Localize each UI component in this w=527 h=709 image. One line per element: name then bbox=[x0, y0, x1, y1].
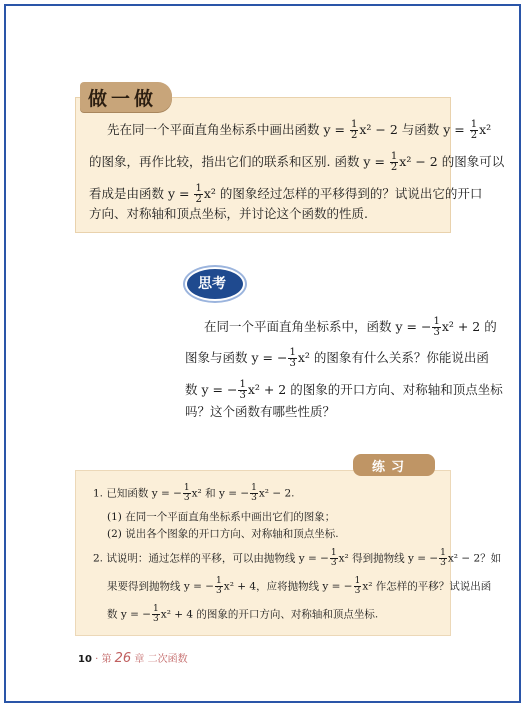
do-line-4: 方向、对称轴和顶点坐标，并讨论这个函数的性质. bbox=[89, 206, 368, 221]
chapter-suffix: 章 bbox=[134, 654, 145, 665]
think-line-4: 吗？这个函数有哪些性质？ bbox=[185, 404, 336, 419]
fraction: $\frac{1}{3}$ bbox=[183, 483, 190, 503]
think-line-3: 数 y = − $\frac{1}{3}$ x² + 2 的图象的开口方向、对称轴和顶点坐标 bbox=[185, 379, 503, 401]
think-line-2: 图象与函数 y = − $\frac{1}{3}$ x² 的图象有什么关系？你能说出函 bbox=[185, 347, 489, 369]
page-footer bbox=[78, 650, 188, 666]
fraction: $\frac{1}{2}$ bbox=[195, 183, 202, 205]
exercise-title: 练习 bbox=[372, 460, 411, 475]
fraction: $\frac{1}{3}$ bbox=[440, 548, 446, 568]
do-line-1 bbox=[107, 120, 491, 141]
think-title: 思考 bbox=[198, 276, 226, 292]
fraction: $\frac{1}{3}$ bbox=[216, 576, 222, 596]
exercise-q2-line3: 数 y = − $\frac{1}{3}$ x² + 4 的图象的开口方向、对称轴和顶点坐标. bbox=[107, 604, 379, 624]
do-line-1b: x² − 2 与函数 y = bbox=[359, 122, 469, 137]
fraction: $\frac{1}{3}$ bbox=[251, 483, 257, 503]
fraction: $\frac{1}{2}$ bbox=[390, 151, 398, 173]
fraction: $\frac{1}{3}$ bbox=[289, 347, 296, 369]
fraction: $\frac{1}{3}$ bbox=[239, 379, 246, 401]
think-line-1: 在同一个平面直角坐标系中，函数 y = − $\frac{1}{3}$ x² + 2 的 bbox=[204, 316, 497, 338]
do-section-title: 做一做 bbox=[88, 88, 158, 110]
fraction: $\frac{1}{3}$ bbox=[433, 316, 440, 338]
fraction: $\frac{1}{2}$ bbox=[470, 119, 478, 141]
footer-separator: · 第 bbox=[95, 654, 112, 665]
fraction: $\frac{1}{3}$ bbox=[330, 548, 337, 568]
chapter-title: 二次函数 bbox=[147, 654, 188, 665]
fraction: $\frac{1}{2}$ bbox=[350, 119, 358, 141]
exercise-q2-line1: 2. 试说明：通过怎样的平移，可以由抛物线 y = − $\frac{1}{3}$ x² 得到抛物线 y = − $\frac{1}{3}$ x² − 2？如 bbox=[93, 548, 502, 568]
fraction: $\frac{1}{3}$ bbox=[153, 604, 159, 624]
fraction: $\frac{1}{3}$ bbox=[354, 576, 361, 596]
page-number: 10 bbox=[78, 654, 92, 665]
chapter-number: 26 bbox=[114, 651, 132, 666]
do-line-1a: 先在同一个平面直角坐标系中画出函数 y = bbox=[107, 122, 349, 137]
exercise-q1: 1. 已知函数 y = − $\frac{1}{3}$ x² 和 y = − $\frac{1}{3}$ x² − 2. bbox=[93, 483, 295, 503]
exercise-q1-sub1: (1) 在同一个平面直角坐标系中画出它们的图象； bbox=[107, 511, 336, 523]
do-line-2: 的图象，再作比较，指出它们的联系和区别. 函数 y = $\frac{1}{2}$ x² − 2 的图象可以 bbox=[89, 151, 505, 173]
do-line-3: 看成是由函数 y = $\frac{1}{2}$ x² 的图象经过怎样的平移得到的？试说出它的开口 bbox=[89, 183, 483, 205]
do-line-1c: x² bbox=[479, 122, 492, 137]
exercise-q2-line2: 果要得到抛物线 y = − $\frac{1}{3}$ x² + 4，应将抛物线 y = − $\frac{1}{3}$ x² 作怎样的平移？试说出函 bbox=[107, 576, 492, 596]
exercise-q1-sub2: (2) 说出各个图象的开口方向、对称轴和顶点坐标. bbox=[107, 528, 339, 540]
